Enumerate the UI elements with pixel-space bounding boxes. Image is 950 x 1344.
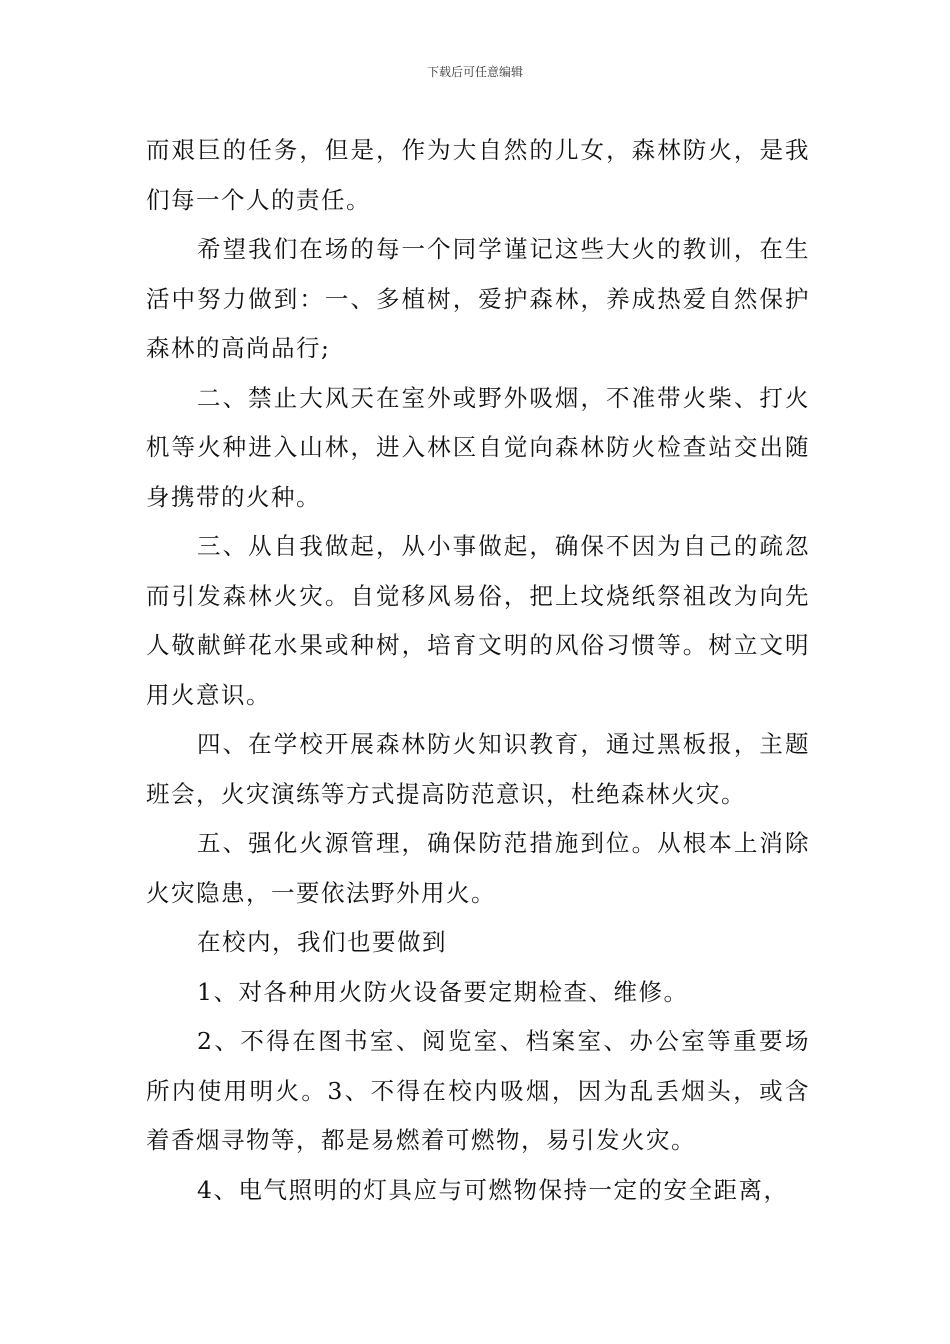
paragraph-school-rule-4: 4、电气照明的灯具应与可燃物保持一定的安全距离， — [197, 1175, 789, 1204]
paragraph-intro: 而艰巨的任务，但是，作为大自然的儿女，森林防火，是我们每一个人的责任。 — [146, 136, 810, 214]
paragraph-school-rule-2-3: 2、不得在图书室、阅览室、档案室、办公室等重要场所内使用明火。3、不得在校内吸烟，因为乱丢烟头，或含着香烟寻物等，都是易燃着可燃物，易引发火灾。 — [146, 1027, 810, 1154]
paragraph-item-four: 四、在学校开展森林防火知识教育，通过黑板报，主题班会，火灾演练等方式提高防范意识，杜绝森林火灾。 — [146, 730, 810, 808]
paragraph-item-two: 二、禁止大风天在室外或野外吸烟，不准带火柴、打火机等火种进入山林，进入林区自觉向森林防火检查站交出随身携带的火种。 — [146, 383, 810, 511]
paragraph-school-rule-1: 1、对各种用火防火设备要定期检查、维修。 — [197, 977, 689, 1006]
paragraph-item-five: 五、强化火源管理，确保防范措施到位。从根本上消除火灾隐患，一要依法野外用火。 — [146, 829, 810, 907]
document-body — [146, 126, 810, 1215]
paragraph-item-three: 三、从自我做起，从小事做起，确保不因为自己的疏忽而引发森林火灾。自觉移风易俗，把上坟烧纸祭祖改为向先人敬献鲜花水果或种树，培育文明的风俗习惯等。树立文明用火意识。 — [146, 532, 810, 709]
paragraph-hope: 希望我们在场的每一个同学谨记这些大火的教训，在生活中努力做到：一、多植树，爱护森林，养成热爱自然保护森林的高尚品行; — [146, 235, 810, 362]
page-header: 下载后可任意编辑 — [426, 65, 523, 79]
paragraph-school-intro: 在校内，我们也要做到 — [197, 928, 447, 956]
